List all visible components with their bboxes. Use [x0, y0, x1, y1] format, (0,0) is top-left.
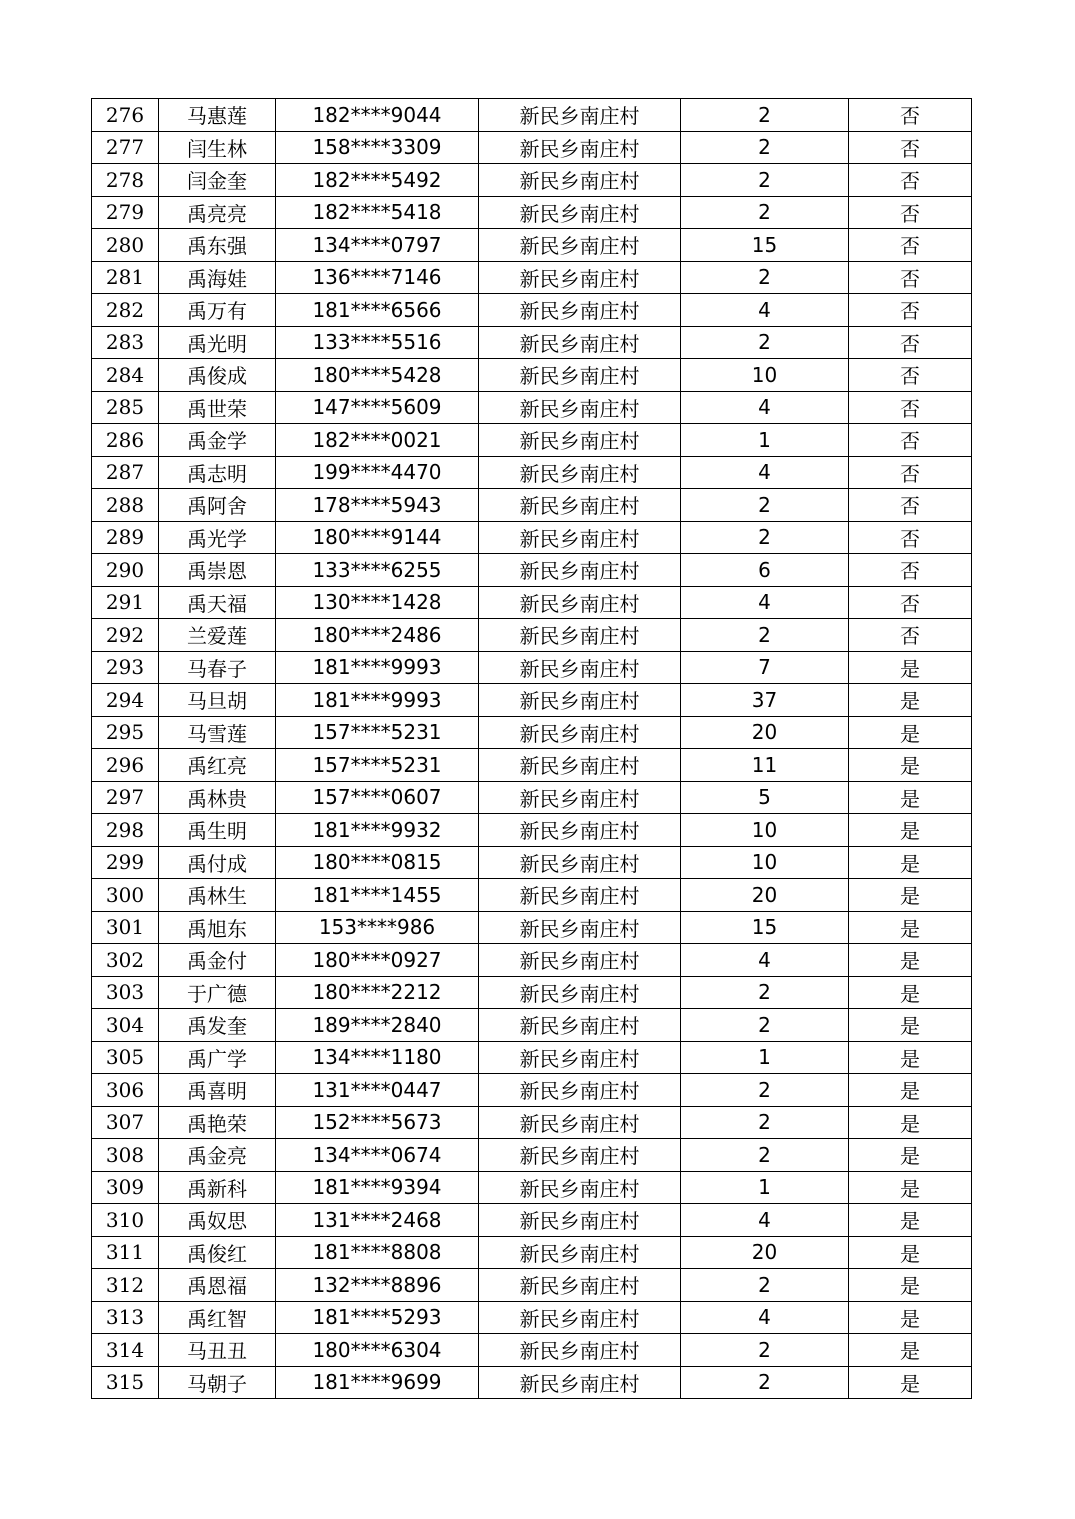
village-cell: 新民乡南庄村 — [479, 749, 681, 782]
status-cell: 是 — [849, 911, 972, 944]
count-cell: 1 — [681, 1171, 849, 1204]
table-row — [92, 261, 972, 294]
count-cell: 4 — [681, 1204, 849, 1237]
name-cell: 禹林贵 — [159, 781, 276, 814]
row-number: 289 — [92, 521, 159, 554]
village-cell: 新民乡南庄村 — [479, 976, 681, 1009]
table-row — [92, 1139, 972, 1172]
row-number: 280 — [92, 229, 159, 262]
table-row — [92, 391, 972, 424]
phone-cell: 180****5428 — [276, 359, 479, 392]
phone-cell: 180****0927 — [276, 944, 479, 977]
row-number: 300 — [92, 879, 159, 912]
table-row — [92, 1009, 972, 1042]
phone-cell: 157****0607 — [276, 781, 479, 814]
village-cell: 新民乡南庄村 — [479, 1009, 681, 1042]
status-cell: 是 — [849, 846, 972, 879]
phone-cell: 181****6566 — [276, 294, 479, 327]
phone-cell: 131****2468 — [276, 1204, 479, 1237]
name-cell: 禹红智 — [159, 1301, 276, 1334]
row-number: 290 — [92, 554, 159, 587]
count-cell: 15 — [681, 229, 849, 262]
count-cell: 4 — [681, 1301, 849, 1334]
count-cell: 37 — [681, 684, 849, 717]
row-number: 277 — [92, 131, 159, 164]
status-cell: 否 — [849, 229, 972, 262]
status-cell: 是 — [849, 1171, 972, 1204]
table-row — [92, 781, 972, 814]
count-cell: 15 — [681, 911, 849, 944]
count-cell: 2 — [681, 976, 849, 1009]
count-cell: 20 — [681, 716, 849, 749]
table-body — [92, 99, 972, 1399]
village-cell: 新民乡南庄村 — [479, 1139, 681, 1172]
status-cell: 是 — [849, 944, 972, 977]
row-number: 288 — [92, 489, 159, 522]
table-row — [92, 456, 972, 489]
name-cell: 禹世荣 — [159, 391, 276, 424]
table-row — [92, 1171, 972, 1204]
name-cell: 马朝子 — [159, 1366, 276, 1399]
phone-cell: 133****6255 — [276, 554, 479, 587]
row-number: 294 — [92, 684, 159, 717]
row-number: 308 — [92, 1139, 159, 1172]
name-cell: 禹天福 — [159, 586, 276, 619]
name-cell: 马惠莲 — [159, 99, 276, 132]
count-cell: 2 — [681, 1106, 849, 1139]
village-cell: 新民乡南庄村 — [479, 294, 681, 327]
status-cell: 否 — [849, 326, 972, 359]
table-row — [92, 944, 972, 977]
village-cell: 新民乡南庄村 — [479, 1041, 681, 1074]
village-cell: 新民乡南庄村 — [479, 1334, 681, 1367]
village-cell: 新民乡南庄村 — [479, 944, 681, 977]
name-cell: 禹俊成 — [159, 359, 276, 392]
phone-cell: 153****986 — [276, 911, 479, 944]
table-row — [92, 1236, 972, 1269]
name-cell: 禹海娃 — [159, 261, 276, 294]
status-cell: 是 — [849, 1074, 972, 1107]
village-cell: 新民乡南庄村 — [479, 489, 681, 522]
count-cell: 2 — [681, 1269, 849, 1302]
phone-cell: 182****9044 — [276, 99, 479, 132]
phone-cell: 189****2840 — [276, 1009, 479, 1042]
count-cell: 1 — [681, 1041, 849, 1074]
name-cell: 禹崇恩 — [159, 554, 276, 587]
status-cell: 否 — [849, 521, 972, 554]
count-cell: 10 — [681, 359, 849, 392]
name-cell: 禹金亮 — [159, 1139, 276, 1172]
status-cell: 是 — [849, 1139, 972, 1172]
village-cell: 新民乡南庄村 — [479, 1074, 681, 1107]
status-cell: 是 — [849, 1301, 972, 1334]
village-cell: 新民乡南庄村 — [479, 554, 681, 587]
name-cell: 禹东强 — [159, 229, 276, 262]
row-number: 281 — [92, 261, 159, 294]
row-number: 287 — [92, 456, 159, 489]
phone-cell: 147****5609 — [276, 391, 479, 424]
row-number: 291 — [92, 586, 159, 619]
count-cell: 1 — [681, 424, 849, 457]
village-cell: 新民乡南庄村 — [479, 229, 681, 262]
table-row — [92, 1041, 972, 1074]
phone-cell: 133****5516 — [276, 326, 479, 359]
count-cell: 2 — [681, 99, 849, 132]
village-cell: 新民乡南庄村 — [479, 879, 681, 912]
row-number: 279 — [92, 196, 159, 229]
status-cell: 否 — [849, 391, 972, 424]
village-cell: 新民乡南庄村 — [479, 684, 681, 717]
name-cell: 禹广学 — [159, 1041, 276, 1074]
table-row — [92, 1334, 972, 1367]
status-cell: 否 — [849, 294, 972, 327]
row-number: 304 — [92, 1009, 159, 1042]
village-cell: 新民乡南庄村 — [479, 846, 681, 879]
status-cell: 是 — [849, 814, 972, 847]
row-number: 309 — [92, 1171, 159, 1204]
name-cell: 禹新科 — [159, 1171, 276, 1204]
row-number: 284 — [92, 359, 159, 392]
village-cell: 新民乡南庄村 — [479, 164, 681, 197]
table-row — [92, 229, 972, 262]
village-cell: 新民乡南庄村 — [479, 651, 681, 684]
count-cell: 2 — [681, 164, 849, 197]
phone-cell: 181****1455 — [276, 879, 479, 912]
phone-cell: 182****0021 — [276, 424, 479, 457]
table-row — [92, 684, 972, 717]
row-number: 306 — [92, 1074, 159, 1107]
name-cell: 马雪莲 — [159, 716, 276, 749]
row-number: 292 — [92, 619, 159, 652]
table-row — [92, 489, 972, 522]
village-cell: 新民乡南庄村 — [479, 619, 681, 652]
count-cell: 6 — [681, 554, 849, 587]
row-number: 314 — [92, 1334, 159, 1367]
status-cell: 否 — [849, 359, 972, 392]
name-cell: 禹亮亮 — [159, 196, 276, 229]
status-cell: 否 — [849, 619, 972, 652]
name-cell: 禹光学 — [159, 521, 276, 554]
phone-cell: 180****2212 — [276, 976, 479, 1009]
status-cell: 否 — [849, 554, 972, 587]
village-cell: 新民乡南庄村 — [479, 716, 681, 749]
phone-cell: 134****0797 — [276, 229, 479, 262]
row-number: 310 — [92, 1204, 159, 1237]
status-cell: 是 — [849, 1236, 972, 1269]
table-row — [92, 1366, 972, 1399]
row-number: 312 — [92, 1269, 159, 1302]
phone-cell: 181****9932 — [276, 814, 479, 847]
count-cell: 7 — [681, 651, 849, 684]
name-cell: 禹喜明 — [159, 1074, 276, 1107]
count-cell: 4 — [681, 391, 849, 424]
name-cell: 马旦胡 — [159, 684, 276, 717]
count-cell: 4 — [681, 294, 849, 327]
count-cell: 20 — [681, 879, 849, 912]
data-table — [91, 98, 972, 1399]
status-cell: 否 — [849, 196, 972, 229]
phone-cell: 130****1428 — [276, 586, 479, 619]
name-cell: 禹金付 — [159, 944, 276, 977]
table-row — [92, 1106, 972, 1139]
name-cell: 禹发奎 — [159, 1009, 276, 1042]
village-cell: 新民乡南庄村 — [479, 424, 681, 457]
row-number: 301 — [92, 911, 159, 944]
phone-cell: 180****0815 — [276, 846, 479, 879]
village-cell: 新民乡南庄村 — [479, 196, 681, 229]
village-cell: 新民乡南庄村 — [479, 326, 681, 359]
table-row — [92, 1269, 972, 1302]
row-number: 303 — [92, 976, 159, 1009]
phone-cell: 134****1180 — [276, 1041, 479, 1074]
name-cell: 禹志明 — [159, 456, 276, 489]
table-row — [92, 619, 972, 652]
row-number: 302 — [92, 944, 159, 977]
name-cell: 马春子 — [159, 651, 276, 684]
name-cell: 禹阿舍 — [159, 489, 276, 522]
status-cell: 否 — [849, 456, 972, 489]
phone-cell: 181****9993 — [276, 651, 479, 684]
row-number: 282 — [92, 294, 159, 327]
status-cell: 是 — [849, 1204, 972, 1237]
count-cell: 4 — [681, 456, 849, 489]
table-row — [92, 749, 972, 782]
count-cell: 11 — [681, 749, 849, 782]
row-number: 286 — [92, 424, 159, 457]
table-row — [92, 424, 972, 457]
phone-cell: 182****5418 — [276, 196, 479, 229]
phone-cell: 181****9699 — [276, 1366, 479, 1399]
status-cell: 否 — [849, 164, 972, 197]
status-cell: 是 — [849, 1334, 972, 1367]
phone-cell: 132****8896 — [276, 1269, 479, 1302]
count-cell: 4 — [681, 944, 849, 977]
status-cell: 是 — [849, 781, 972, 814]
count-cell: 2 — [681, 1366, 849, 1399]
name-cell: 禹俊红 — [159, 1236, 276, 1269]
name-cell: 马丑丑 — [159, 1334, 276, 1367]
phone-cell: 199****4470 — [276, 456, 479, 489]
count-cell: 2 — [681, 1009, 849, 1042]
name-cell: 禹红亮 — [159, 749, 276, 782]
row-number: 283 — [92, 326, 159, 359]
name-cell: 禹金学 — [159, 424, 276, 457]
status-cell: 否 — [849, 261, 972, 294]
phone-cell: 157****5231 — [276, 749, 479, 782]
village-cell: 新民乡南庄村 — [479, 1366, 681, 1399]
name-cell: 禹光明 — [159, 326, 276, 359]
table-row — [92, 716, 972, 749]
phone-cell: 180****6304 — [276, 1334, 479, 1367]
count-cell: 4 — [681, 586, 849, 619]
name-cell: 闫生林 — [159, 131, 276, 164]
status-cell: 否 — [849, 424, 972, 457]
village-cell: 新民乡南庄村 — [479, 586, 681, 619]
count-cell: 2 — [681, 521, 849, 554]
table-row — [92, 196, 972, 229]
count-cell: 10 — [681, 814, 849, 847]
status-cell: 是 — [849, 716, 972, 749]
row-number: 276 — [92, 99, 159, 132]
village-cell: 新民乡南庄村 — [479, 1204, 681, 1237]
row-number: 299 — [92, 846, 159, 879]
table-row — [92, 976, 972, 1009]
village-cell: 新民乡南庄村 — [479, 99, 681, 132]
count-cell: 2 — [681, 619, 849, 652]
row-number: 315 — [92, 1366, 159, 1399]
village-cell: 新民乡南庄村 — [479, 1236, 681, 1269]
phone-cell: 178****5943 — [276, 489, 479, 522]
village-cell: 新民乡南庄村 — [479, 391, 681, 424]
village-cell: 新民乡南庄村 — [479, 359, 681, 392]
row-number: 293 — [92, 651, 159, 684]
status-cell: 是 — [849, 684, 972, 717]
count-cell: 5 — [681, 781, 849, 814]
count-cell: 2 — [681, 261, 849, 294]
status-cell: 否 — [849, 131, 972, 164]
phone-cell: 180****2486 — [276, 619, 479, 652]
table-row — [92, 131, 972, 164]
count-cell: 2 — [681, 1074, 849, 1107]
count-cell: 2 — [681, 326, 849, 359]
status-cell: 是 — [849, 1106, 972, 1139]
name-cell: 禹万有 — [159, 294, 276, 327]
name-cell: 禹生明 — [159, 814, 276, 847]
row-number: 278 — [92, 164, 159, 197]
row-number: 296 — [92, 749, 159, 782]
count-cell: 2 — [681, 1334, 849, 1367]
row-number: 295 — [92, 716, 159, 749]
name-cell: 禹奴思 — [159, 1204, 276, 1237]
count-cell: 2 — [681, 131, 849, 164]
table-row — [92, 814, 972, 847]
name-cell: 禹旭东 — [159, 911, 276, 944]
phone-cell: 181****9993 — [276, 684, 479, 717]
status-cell: 是 — [849, 1009, 972, 1042]
village-cell: 新民乡南庄村 — [479, 1269, 681, 1302]
status-cell: 是 — [849, 1269, 972, 1302]
village-cell: 新民乡南庄村 — [479, 911, 681, 944]
phone-cell: 181****5293 — [276, 1301, 479, 1334]
phone-cell: 136****7146 — [276, 261, 479, 294]
count-cell: 2 — [681, 1139, 849, 1172]
table-row — [92, 294, 972, 327]
village-cell: 新民乡南庄村 — [479, 1301, 681, 1334]
name-cell: 闫金奎 — [159, 164, 276, 197]
village-cell: 新民乡南庄村 — [479, 456, 681, 489]
phone-cell: 181****9394 — [276, 1171, 479, 1204]
village-cell: 新民乡南庄村 — [479, 1106, 681, 1139]
count-cell: 2 — [681, 196, 849, 229]
status-cell: 否 — [849, 489, 972, 522]
phone-cell: 157****5231 — [276, 716, 479, 749]
village-cell: 新民乡南庄村 — [479, 131, 681, 164]
count-cell: 2 — [681, 489, 849, 522]
name-cell: 于广德 — [159, 976, 276, 1009]
phone-cell: 180****9144 — [276, 521, 479, 554]
village-cell: 新民乡南庄村 — [479, 1171, 681, 1204]
status-cell: 是 — [849, 879, 972, 912]
village-cell: 新民乡南庄村 — [479, 814, 681, 847]
name-cell: 禹艳荣 — [159, 1106, 276, 1139]
village-cell: 新民乡南庄村 — [479, 521, 681, 554]
status-cell: 否 — [849, 99, 972, 132]
name-cell: 禹恩福 — [159, 1269, 276, 1302]
name-cell: 禹付成 — [159, 846, 276, 879]
row-number: 305 — [92, 1041, 159, 1074]
phone-cell: 152****5673 — [276, 1106, 479, 1139]
table-row — [92, 359, 972, 392]
row-number: 313 — [92, 1301, 159, 1334]
table-row — [92, 1074, 972, 1107]
name-cell: 兰爱莲 — [159, 619, 276, 652]
status-cell: 是 — [849, 1366, 972, 1399]
table-row — [92, 99, 972, 132]
row-number: 307 — [92, 1106, 159, 1139]
table-row — [92, 846, 972, 879]
table-row — [92, 1301, 972, 1334]
table-row — [92, 164, 972, 197]
table-row — [92, 911, 972, 944]
table-row — [92, 521, 972, 554]
phone-cell: 134****0674 — [276, 1139, 479, 1172]
table-row — [92, 879, 972, 912]
table-row — [92, 1204, 972, 1237]
table-row — [92, 586, 972, 619]
row-number: 285 — [92, 391, 159, 424]
row-number: 311 — [92, 1236, 159, 1269]
status-cell: 是 — [849, 1041, 972, 1074]
status-cell: 是 — [849, 749, 972, 782]
status-cell: 是 — [849, 651, 972, 684]
name-cell: 禹林生 — [159, 879, 276, 912]
phone-cell: 181****8808 — [276, 1236, 479, 1269]
table-row — [92, 554, 972, 587]
village-cell: 新民乡南庄村 — [479, 781, 681, 814]
phone-cell: 182****5492 — [276, 164, 479, 197]
row-number: 297 — [92, 781, 159, 814]
status-cell: 是 — [849, 976, 972, 1009]
status-cell: 否 — [849, 586, 972, 619]
phone-cell: 158****3309 — [276, 131, 479, 164]
table-row — [92, 326, 972, 359]
count-cell: 20 — [681, 1236, 849, 1269]
phone-cell: 131****0447 — [276, 1074, 479, 1107]
row-number: 298 — [92, 814, 159, 847]
table-row — [92, 651, 972, 684]
village-cell: 新民乡南庄村 — [479, 261, 681, 294]
count-cell: 10 — [681, 846, 849, 879]
